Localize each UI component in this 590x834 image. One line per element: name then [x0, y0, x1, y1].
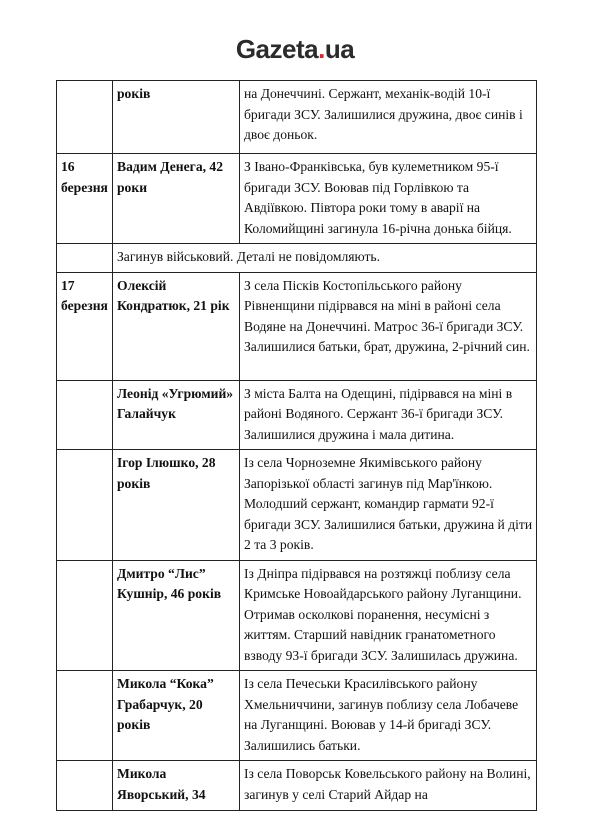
name-cell: Леонід «Угрюмий» Галайчук	[113, 380, 240, 450]
table-row	[57, 154, 537, 244]
date-cell: 16 березня	[57, 154, 113, 244]
description-cell: З Івано-Франківська, був кулеметником 95-ї бригади ЗСУ. Воював під Горлівкою та Авдіївкою. Півтора роки тому в аварії на Коломийщині загинула 16-річна донька бійця.	[240, 154, 537, 244]
description-cell: на Донеччині. Сержант, механік-водій 10-ї бригади ЗСУ. Залишилися дружина, двоє синів і двоє доньок.	[240, 81, 537, 154]
date-cell	[57, 450, 113, 561]
gazeta-logo	[0, 34, 590, 65]
name-cell: Микола Яворський, 34	[113, 761, 240, 811]
name-cell: років	[113, 81, 240, 154]
date-cell	[57, 671, 113, 761]
name-cell: Ігор Ілюшко, 28 років	[113, 450, 240, 561]
logo-dot: .	[318, 34, 325, 64]
table-row	[57, 450, 537, 561]
description-cell: Із села Поворськ Ковельського району на Волині, загинув у селі Старий Айдар на	[240, 761, 537, 811]
table-row	[57, 272, 537, 380]
date-cell	[57, 560, 113, 671]
description-cell: З міста Балта на Одещині, підірвався на міні в районі Водяного. Сержант 36-ї бригади ЗСУ. Залишилися дружина і мала дитина.	[240, 380, 537, 450]
description-cell: З села Пісків Костопільського району Рівненщини підірвався на міні в районі села Водяне на Донеччині. Матрос 36-ї бригади ЗСУ. Залишилися батьки, брат, дружина, 2-річний син.	[240, 272, 537, 380]
table-row	[57, 244, 537, 273]
casualty-table	[56, 80, 537, 811]
date-cell	[57, 81, 113, 154]
empty-cell	[57, 244, 113, 273]
date-cell	[57, 761, 113, 811]
table-row	[57, 671, 537, 761]
date-cell: 17 березня	[57, 272, 113, 380]
note-cell: Загинув військовий. Деталі не повідомляють.	[113, 244, 537, 273]
name-cell: Микола “Кока” Грабарчук, 20 років	[113, 671, 240, 761]
table-row	[57, 380, 537, 450]
description-cell: Із Дніпра підірвався на розтяжці поблизу села Кримське Новоайдарського району Луганщини. Отримав осколкові поранення, несумісні з життям. Старший навідник гранатометного взводу 93-ї бригади ЗСУ. Залишилась дружина.	[240, 560, 537, 671]
table-row	[57, 560, 537, 671]
table-row	[57, 81, 537, 154]
date-cell	[57, 380, 113, 450]
description-cell: Із села Чорноземне Якимівського району Запорізької області загинув під Мар'їнкою. Молодший сержант, командир гармати 92-ї бригади ЗСУ. Залишилися батьки, дружина й діти 2 та 3 років.	[240, 450, 537, 561]
logo-tld: ua	[324, 34, 355, 64]
name-cell: Дмитро “Лис” Кушнір, 46 років	[113, 560, 240, 671]
name-cell: Вадим Денега, 42 роки	[113, 154, 240, 244]
table-row	[57, 761, 537, 811]
name-cell: Олексій Кондратюк, 21 рік	[113, 272, 240, 380]
description-cell: Із села Печеськи Красилівського району Хмельниччини, загинув поблизу села Лобачеве на Луганщині. Воював у 14-й бригаді ЗСУ. Залишились батьки.	[240, 671, 537, 761]
logo-main: Gazeta	[235, 34, 319, 64]
